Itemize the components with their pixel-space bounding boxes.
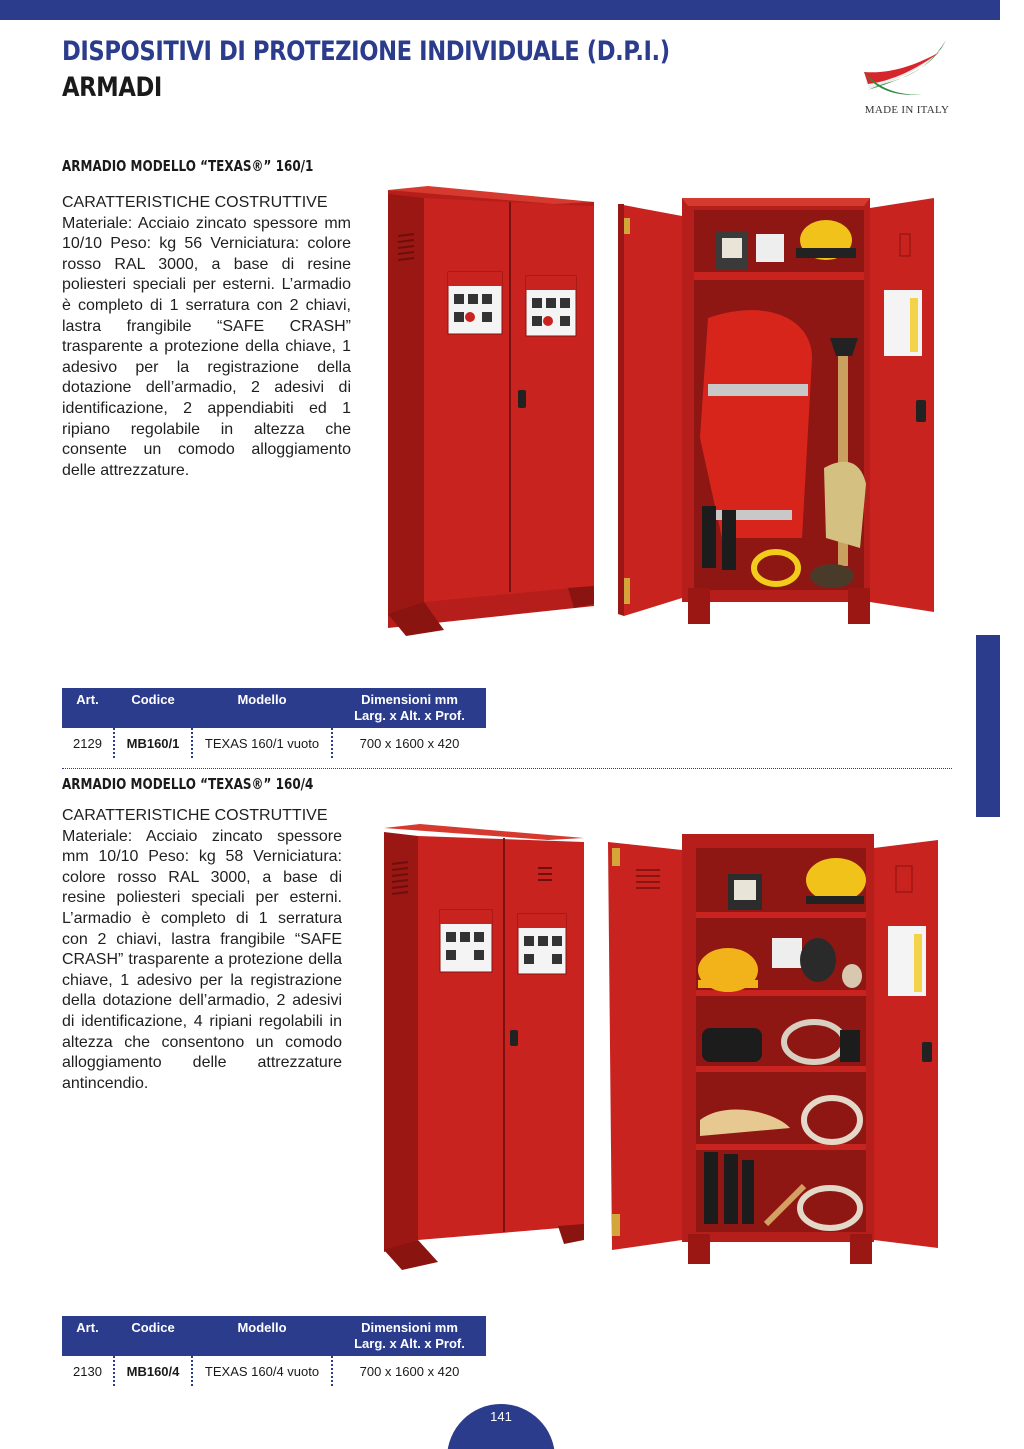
side-section-tab [976,635,1000,817]
cabinet-160-1-closed-image [384,184,600,636]
column-header-modello: Modello [192,1316,332,1356]
made-in-italy-logo [862,38,952,118]
page-subtitle: ARMADI [62,72,162,103]
cell-art: 2129 [73,735,102,751]
section-1-heading: ARMADIO MODELLO “TEXAS®” 160/1 [62,157,314,175]
column-header-codice: Codice [114,1316,192,1356]
dimensioni-sublabel: Larg. x Alt. x Prof. [354,1336,465,1351]
cell-modello: TEXAS 160/4 vuoto [192,1356,332,1386]
column-header-art: Art. [62,1316,114,1356]
table-header-row [62,1316,486,1356]
cell-codice: MB160/1 [114,728,192,758]
cabinet-160-4-closed-image [380,822,590,1270]
section-1-cap: CARATTERISTICHE COSTRUTTIVE [62,194,328,211]
section-1-description [62,193,351,481]
dimensioni-sublabel: Larg. x Alt. x Prof. [354,708,465,723]
dimensioni-label: Dimensioni mm [361,692,458,707]
dimensioni-label: Dimensioni mm [361,1320,458,1335]
cell-codice: MB160/4 [114,1356,192,1386]
page-title: DISPOSITIVI DI PROTEZIONE INDIVIDUALE (D.P.I.) [62,36,670,67]
section-divider [62,768,952,769]
section-1-body: Materiale: Acciaio zincato spessore mm 10/10 Peso: kg 56 Verniciatura: colore rosso RAL 3000, a base di resine poliesteri speciali per esterni. L’armadio è completo di 1 serratura con 2 chiavi, lastra frangibile “SAFE CRASH” trasparente a protezione della chiave, 1 adesivo per la registrazione della dotazione dell’armadio, 2 adesivi di identificazione, 2 appendiabiti ed 1 ripiano regolabile in altezza che consente un comodo alloggiamento delle attrezzature. [62,214,351,479]
section-2-body: Materiale: Acciaio zincato spessore mm 10/10 Peso: kg 58 Verniciatura: colore rosso RAL 3000, a base di resine poliesteri speciali per esterni. L’armadio è completo di 1 serratura con 2 chiavi, lastra frangibile “SAFE CRASH” trasparente a protezione della chiave, 1 adesivo per la registrazione della dotazione dell’armadio, 2 adesivi di identificazione, 4 ripiani regolabili in altezza che consentono un comodo alloggiamento delle attrezzature antincendio. [62,827,342,1092]
column-header-dimensioni [332,1316,486,1356]
section-2-heading: ARMADIO MODELLO “TEXAS®” 160/4 [62,775,314,793]
cell-dimensioni: 700 x 1600 x 420 [332,728,486,758]
cabinet-160-1-open-image [616,188,940,628]
page-number: 141 [490,1409,512,1424]
column-header-art: Art. [62,688,114,728]
section-1-spec-table [62,688,486,758]
table-row [62,1356,486,1386]
section-2-spec-table [62,1316,486,1386]
cabinet-160-4-open-image [606,830,942,1266]
table-row [62,728,486,758]
table-header-row [62,688,486,728]
section-2-cap: CARATTERISTICHE COSTRUTTIVE [62,807,328,824]
made-in-italy-label: MADE IN ITALY [864,104,950,116]
column-header-modello: Modello [192,688,332,728]
cell-dimensioni: 700 x 1600 x 420 [332,1356,486,1386]
cell-modello: TEXAS 160/1 vuoto [192,728,332,758]
column-header-codice: Codice [114,688,192,728]
section-2-description [62,806,342,1094]
italian-flag-swoosh-icon [862,38,952,102]
top-accent-bar [0,0,1000,20]
cell-art: 2130 [73,1363,102,1379]
column-header-dimensioni [332,688,486,728]
